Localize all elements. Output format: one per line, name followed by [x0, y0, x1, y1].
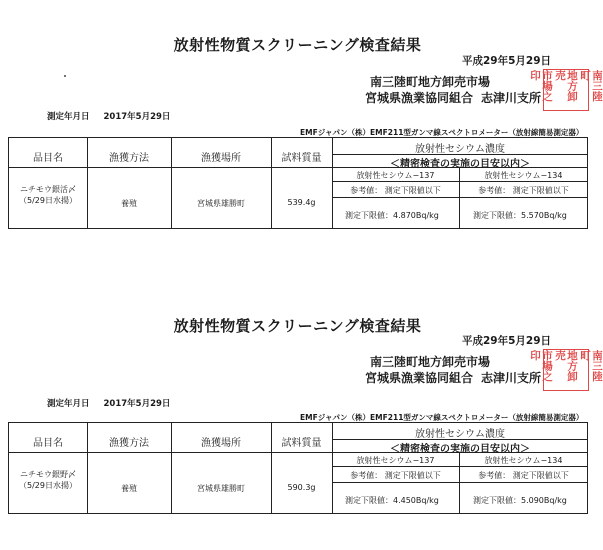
header-concentration-note: ＜精密検査の実施の目安以内＞: [390, 444, 530, 455]
header-concentration: 放射性セシウム濃度: [415, 429, 505, 440]
seal-stamp: [529, 69, 603, 111]
cell-method: 養殖: [121, 484, 137, 493]
measurement-date-value: 2017年5月29日: [103, 399, 171, 409]
scan-speck: [64, 75, 66, 77]
cell-item: ニチモウ銀活〆: [20, 185, 76, 194]
cell-mass: 590.3g: [287, 483, 316, 492]
header-mass: 試料質量: [281, 153, 322, 164]
org-branch: 志津川支所: [481, 371, 542, 385]
seal-col: 地方卸売: [554, 70, 578, 102]
cell-lod137: 測定下限値：4.450Bq/kg: [345, 496, 439, 505]
measurement-date: [47, 110, 170, 122]
device-name: EMFジャパン（株）EMF211型ガンマ線スペクトロメーター（放射線簡易測定器）: [300, 413, 584, 422]
report-date: 平成29年5月29日: [462, 335, 552, 347]
header-cs137: 放射性セシウム−137: [356, 171, 435, 180]
report-date: 平成29年5月29日: [462, 55, 552, 67]
report-section: [0, 280, 603, 550]
cell-lod134: 測定下限値：5.090Bq/kg: [473, 496, 567, 505]
cell-item: ニチモウ銀野〆: [20, 470, 76, 479]
device-name: EMFジャパン（株）EMF211型ガンマ線スペクトロメーター（放射線簡易測定器）: [300, 128, 584, 137]
seal-col: 南三陸町: [579, 350, 603, 382]
cell-lod134: 測定下限値：5.570Bq/kg: [473, 211, 567, 220]
org-coop: [365, 369, 541, 386]
cell-method: 養殖: [121, 199, 137, 208]
measurement-date-value: 2017年5月29日: [103, 112, 171, 122]
cell-ref137: 参考値： 測定下限値以下: [350, 471, 441, 480]
measurement-date-label: 測定年月日: [47, 399, 90, 409]
header-method: 漁獲方法: [109, 153, 149, 164]
report-title: 放射性物質スクリーニング検査結果: [173, 36, 422, 54]
cell-lod137: 測定下限値：4.870Bq/kg: [345, 211, 439, 220]
row-divider: [332, 197, 588, 198]
org-coop-name: 宮城県漁業協同組合: [365, 371, 474, 385]
header-cs137: 放射性セシウム−137: [356, 456, 435, 465]
measurement-date: [47, 397, 170, 409]
cell-item-sub: （5/29日水揚）: [19, 196, 77, 205]
report-section: [0, 0, 603, 270]
seal-col: 市場之印: [529, 350, 553, 382]
results-table: [8, 422, 588, 514]
seal-col: 地方卸売: [554, 350, 578, 382]
cell-ref134: 参考値： 測定下限値以下: [478, 186, 569, 195]
results-table: [8, 137, 588, 229]
cell-item-sub: （5/29日水揚）: [19, 481, 77, 490]
header-item: 品目名: [33, 153, 63, 164]
header-location: 漁獲場所: [201, 438, 241, 449]
org-coop: [365, 89, 541, 106]
cell-location: 宮城県雄勝町: [197, 484, 245, 493]
cell-mass: 539.4g: [287, 198, 316, 207]
header-cs134: 放射性セシウム−134: [484, 456, 563, 465]
header-cs134: 放射性セシウム−134: [484, 171, 563, 180]
header-location: 漁獲場所: [201, 153, 241, 164]
seal-col: 市場之印: [529, 70, 553, 102]
row-divider: [332, 181, 588, 182]
cell-location: 宮城県雄勝町: [197, 199, 245, 208]
cell-ref134: 参考値： 測定下限値以下: [478, 471, 569, 480]
row-divider: [332, 482, 588, 483]
org-market: 南三陸町地方卸売市場: [370, 355, 491, 369]
org-coop-name: 宮城県漁業協同組合: [365, 91, 474, 105]
header-mass: 試料質量: [281, 438, 322, 449]
measurement-date-label: 測定年月日: [47, 112, 90, 122]
org-branch: 志津川支所: [481, 91, 542, 105]
cell-ref137: 参考値： 測定下限値以下: [350, 186, 441, 195]
header-concentration-note: ＜精密検査の実施の目安以内＞: [390, 159, 530, 170]
seal-stamp: [529, 349, 603, 391]
org-market: 南三陸町地方卸売市場: [370, 75, 491, 89]
seal-col: 南三陸町: [579, 70, 603, 102]
header-item: 品目名: [33, 438, 63, 449]
header-method: 漁獲方法: [109, 438, 149, 449]
row-divider: [332, 466, 588, 467]
header-concentration: 放射性セシウム濃度: [415, 144, 505, 155]
report-title: 放射性物質スクリーニング検査結果: [173, 317, 422, 335]
